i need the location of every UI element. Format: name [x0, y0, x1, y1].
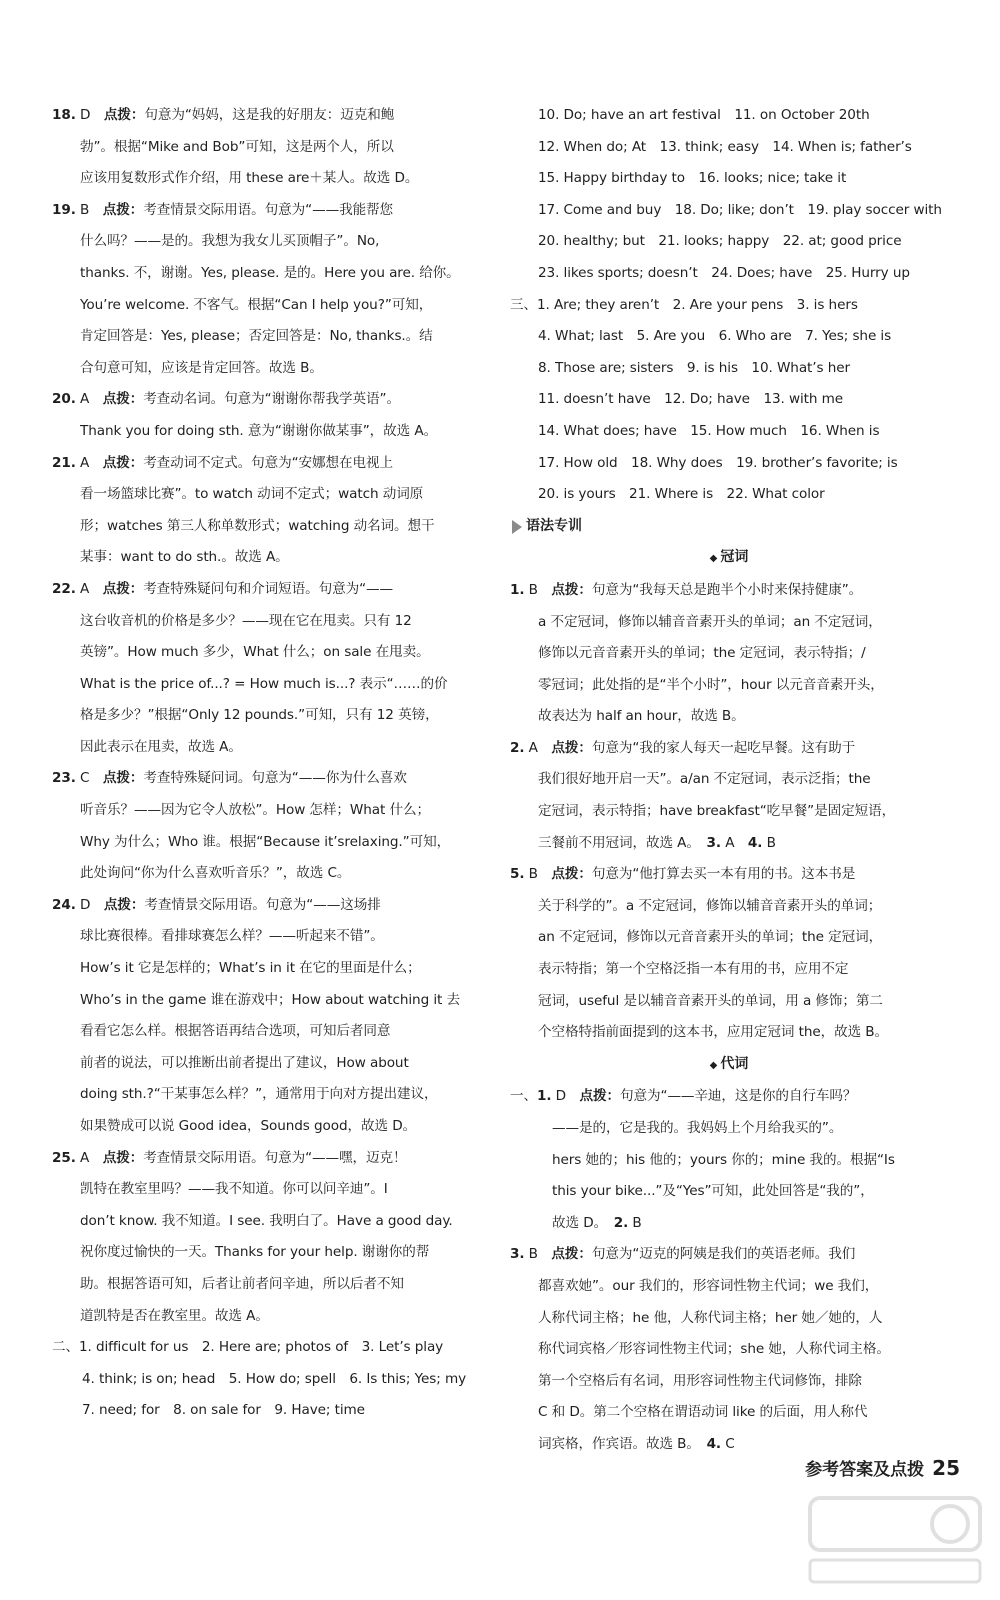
text-line: 20. is yours 21. Where is 22. What color	[538, 486, 825, 503]
triangle-marker-icon	[512, 520, 522, 534]
subsection-title-text: 冠词	[720, 549, 749, 566]
text-line: this your bike...”及“Yes”可知，此处回答是“我的”，	[552, 1183, 874, 1200]
text-line: ——是的，它是我的。我妈妈上个月给我买的”。	[552, 1120, 843, 1136]
text-line: 因此表示在甩卖，故选 A。	[80, 738, 242, 755]
text-line: 形；watches 第三人称单数形式；watching 动名词。想干	[80, 517, 435, 534]
text-line: 二、1. difficult for us 2. Here are; photos of 3. Let’s play	[52, 1339, 444, 1356]
subsection-title-text: 代词	[720, 1055, 749, 1072]
text-line: 4. What; last 5. Are you 6. Who are 7. Yes; she is	[538, 328, 892, 345]
text-line: 故表达为 half an hour，故选 B。	[538, 708, 745, 725]
left-column	[52, 100, 490, 1427]
text-line: 合句意可知，应该是肯定回答。故选 B。	[80, 359, 323, 376]
text-line: 看看它怎么样。根据答语再结合选项，可知后者同意	[80, 1023, 391, 1040]
text-line: a 不定冠词，修饰以辅音音素开头的单词；an 不定冠词，	[538, 613, 882, 630]
text-line: 看一场篮球比赛”。to watch 动词不定式；watch 动词原	[80, 486, 424, 503]
text-line: 一、1. D 点拨：句意为“——辛迪，这是你的自行车吗？	[510, 1088, 857, 1105]
text-line: 24. D 点拨：考查情景交际用语。句意为“——这场排	[52, 896, 381, 913]
text-line: doing sth.?“干某事怎么样？”，通常用于向对方提出建议，	[80, 1086, 438, 1103]
text-line: Who’s in the game 谁在游戏中；How about watching it 去	[80, 991, 460, 1008]
text-line: 什么吗？——是的。我想为我女儿买顶帽子”。No,	[80, 233, 380, 250]
text-line: hers 她的；his 他的；yours 你的；mine 我的。根据“Is	[552, 1151, 895, 1168]
text-line: 人称代词主格；he 他，人称代词主格；her 她／她的，人	[538, 1309, 883, 1326]
text-line: 修饰以元音音素开头的单词；the 定冠词，表示特指；/	[538, 645, 866, 662]
text-line: 定冠词，表示特指；have breakfast“吃早餐”是固定短语，	[538, 803, 896, 820]
text-line: don’t know. 我不知道。I see. 我明白了。Have a good day.	[80, 1212, 453, 1229]
text-line: 23. likes sports; doesn’t 24. Does; have 25. Hurry up	[538, 264, 910, 281]
text-line: Why 为什么；Who 谁。根据“Because it’srelaxing.”可知，	[80, 833, 451, 850]
text-line: You’re welcome. 不客气。根据“Can I help you?”可知，	[80, 296, 433, 313]
text-line: 第一个空格后有名词，用形容词性物主代词修饰，排除	[538, 1372, 862, 1389]
text-line: 关于科学的”。a 不定冠词，修饰以辅音音素开头的单词；	[538, 897, 882, 914]
page-number: 25	[932, 1456, 960, 1480]
text-line: 称代词宾格／形容词性物主代词；she 她，人称代词主格。	[538, 1341, 890, 1358]
text-line: 前者的说法，可以推断出前者提出了建议，How about	[80, 1054, 409, 1071]
text-line: 某事：want to do sth.。故选 A。	[80, 549, 289, 566]
text-line: How’s it 它是怎样的；What’s in it 在它的里面是什么；	[80, 960, 421, 977]
text-line: 22. A 点拨：考查特殊疑问句和介词短语。句意为“——	[52, 580, 394, 597]
text-line: 17. How old 18. Why does 19. brother’s favorite; is	[538, 454, 898, 471]
text-line: 三、1. Are; they aren’t 2. Are your pens 3. is hers	[510, 296, 858, 313]
text-line: 8. Those are; sisters 9. is his 10. What’s her	[538, 359, 850, 376]
text-line: 我们很好地开启一天”。a/an 不定冠词，表示泛指；the	[538, 771, 871, 788]
watermark-logo	[800, 1490, 990, 1590]
subsection-title	[510, 1049, 948, 1082]
text-line: 7. need; for 8. on sale for 9. Have; time	[82, 1402, 365, 1419]
text-line: 23. C 点拨：考查特殊疑问词。句意为“——你为什么喜欢	[52, 770, 407, 787]
text-line: 10. Do; have an art festival 11. on October 20th	[538, 107, 870, 123]
text-line: 15. Happy birthday to 16. looks; nice; take it	[538, 170, 847, 187]
text-line: 2. A 点拨：句意为“我的家人每天一起吃早餐。这有助于	[510, 739, 856, 756]
text-line: 18. D 点拨：句意为“妈妈，这是我的好朋友：迈克和鲍	[52, 107, 395, 123]
text-line: 冠词，useful 是以辅音音素开头的单词，用 a 修饰；第二	[538, 992, 883, 1009]
text-line: 零冠词；此处指的是“半个小时”，hour 以元音音素开头，	[538, 676, 884, 693]
text-line: 3. B 点拨：句意为“迈克的阿姨是我们的英语老师。我们	[510, 1246, 856, 1263]
text-line: an 不定冠词，修饰以元音音素开头的单词；the 定冠词，	[538, 929, 883, 946]
text-line: What is the price of...? = How much is...? 表示“……的价	[80, 675, 448, 692]
text-line: 故选 D。 2. B	[552, 1214, 642, 1231]
page-footer	[730, 1440, 960, 1480]
text-line: 11. doesn’t have 12. Do; have 13. with me	[538, 391, 844, 408]
text-line: 祝你度过愉快的一天。Thanks for your help. 谢谢你的帮	[80, 1244, 430, 1261]
subsection-title	[510, 542, 948, 575]
section-heading	[510, 511, 948, 543]
text-line: 应该用复数形式作介绍，用 these are＋某人。故选 D。	[80, 170, 419, 187]
text-line: 这台收音机的价格是多少？——现在它在甩卖。只有 12	[80, 612, 412, 629]
diamond-icon: ◆	[709, 1059, 718, 1071]
text-line: 勃”。根据“Mike and Bob”可知，这是两个人，所以	[80, 138, 394, 155]
text-line: 助。根据答语可知，后者让前者问辛迪，所以后者不知	[80, 1275, 404, 1292]
diamond-icon: ◆	[709, 553, 718, 565]
text-line: 14. What does; have 15. How much 16. When is	[538, 422, 880, 439]
text-line: 球比赛很棒。看排球赛怎么样？——听起来不错”。	[80, 928, 384, 945]
right-column	[510, 100, 948, 1461]
text-line: 肯定回答是：Yes, please；否定回答是：No, thanks.。结	[80, 328, 433, 345]
footer-label: 参考答案及点拨	[805, 1460, 925, 1480]
text-line: 21. A 点拨：考查动词不定式。句意为“安娜想在电视上	[52, 454, 394, 471]
text-line: 格是多少？”根据“Only 12 pounds.”可知，只有 12 英镑，	[80, 707, 439, 724]
text-line: 20. healthy; but 21. looks; happy 22. at; good price	[538, 233, 902, 250]
text-line: 5. B 点拨：句意为“他打算去买一本有用的书。这本书是	[510, 866, 856, 883]
text-line: 4. think; is on; head 5. How do; spell 6. Is this; Yes; my	[82, 1370, 467, 1387]
text-line: 此处询问“你为什么喜欢听音乐？”，故选 C。	[80, 865, 351, 882]
text-line: Thank you for doing sth. 意为“谢谢你做某事”，故选 A。	[80, 422, 438, 439]
section-heading-text: 语法专训	[526, 517, 582, 534]
text-line: 如果赞成可以说 Good idea，Sounds good，故选 D。	[80, 1118, 417, 1134]
text-line: thanks. 不，谢谢。Yes, please. 是的。Here you are. 给你。	[80, 264, 460, 281]
text-line: 19. B 点拨：考查情景交际用语。句意为“——我能帮您	[52, 201, 394, 218]
text-line: C 和 D。第二个空格在谓语动词 like 的后面，用人称代	[538, 1404, 868, 1421]
text-line: 听音乐？——因为它令人放松”。How 怎样；What 什么；	[80, 802, 430, 819]
text-line: 都喜欢她”。our 我们的，形容词性物主代词；we 我们，	[538, 1277, 879, 1294]
text-line: 道凯特是否在教室里。故选 A。	[80, 1307, 269, 1324]
text-line: 个空格特指前面提到的这本书，应用定冠词 the，故选 B。	[538, 1024, 889, 1041]
text-line: 20. A 点拨：考查动名词。句意为“谢谢你帮我学英语”。	[52, 391, 400, 408]
text-line: 词宾格，作宾语。故选 B。 4. C	[538, 1435, 735, 1452]
text-line: 表示特指；第一个空格泛指一本有用的书，应用不定	[538, 961, 849, 978]
text-line: 17. Come and buy 18. Do; like; don’t 19. play soccer with	[538, 201, 942, 218]
text-line: 12. When do; At 13. think; easy 14. When is; father’s	[538, 138, 912, 155]
text-line: 1. B 点拨：句意为“我每天总是跑半个小时来保持健康”。	[510, 581, 863, 598]
text-line: 凯特在教室里吗？——我不知道。你可以问辛迪”。I	[80, 1181, 388, 1198]
text-line: 英镑”。How much 多少，What 什么；on sale 在甩卖。	[80, 644, 430, 661]
text-line: 25. A 点拨：考查情景交际用语。句意为“——嘿，迈克！	[52, 1149, 407, 1166]
text-line: 三餐前不用冠词，故选 A。 3. A 4. B	[538, 834, 776, 851]
